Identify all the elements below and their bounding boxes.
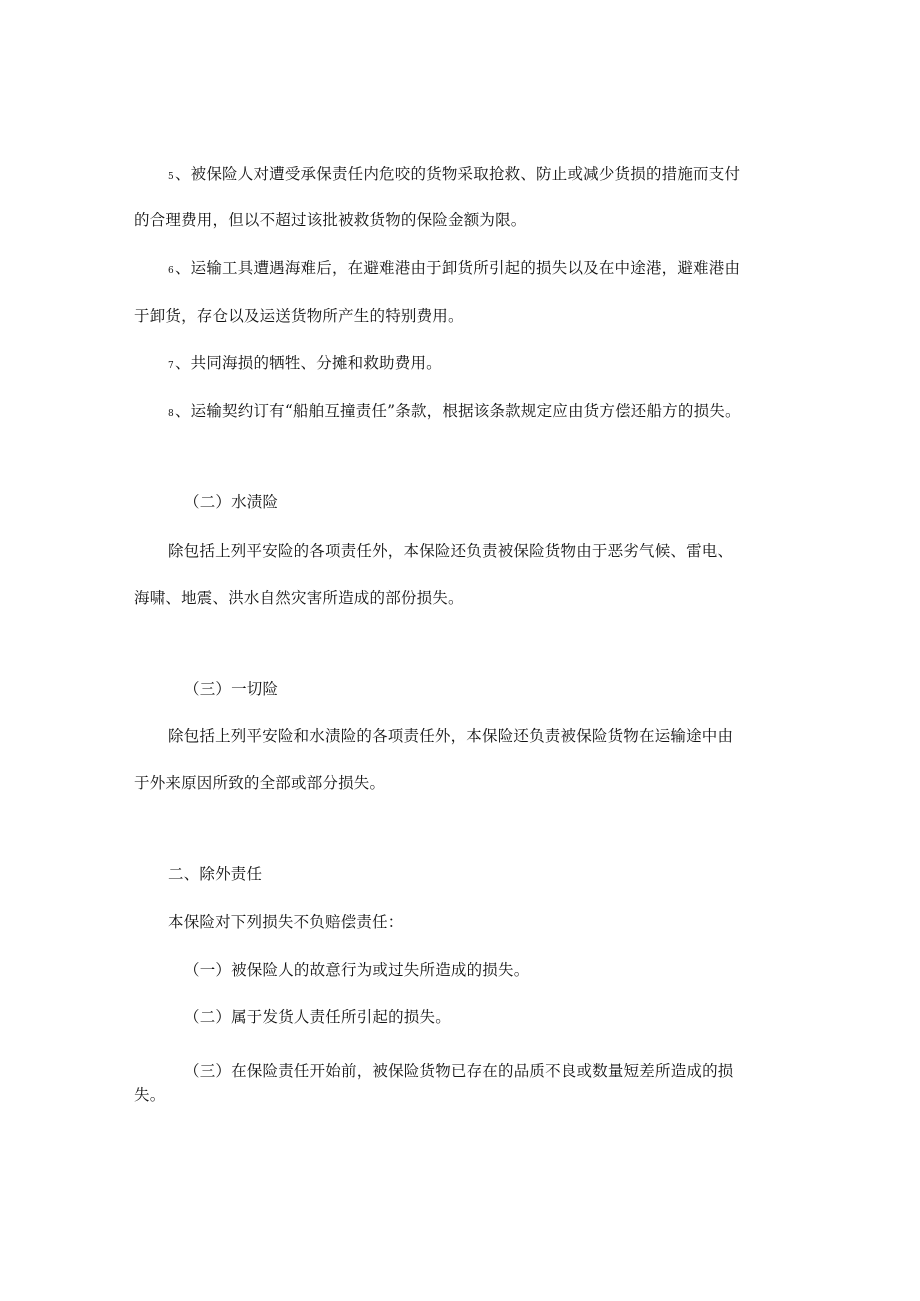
exclusion-clause-3-line-2: 失。 [134,1086,166,1104]
item-6-line-2: 于卸货，存仓以及运送货物所产生的特别费用。 [134,307,464,325]
item-5-line-1 [168,164,740,187]
item-7-number: 7 [168,361,174,371]
exclusion-clause-2: （二）属于发货人责任所引起的损失。 [184,1008,451,1026]
section-water-line-2: 海啸、地震、洪水自然灾害所造成的部份损失。 [134,589,464,607]
section-all-risks-heading: （三）一切险 [184,680,279,698]
item-5-text-1: 、被保险人对遭受承保责任内危咬的货物采取抢救、防止或减少货损的措施而支付 [174,165,741,183]
item-7-line-1 [168,353,442,376]
exclusions-heading: 二、除外责任 [168,865,263,883]
item-7-text-1: 、共同海损的牺牲、分摊和救助费用。 [174,354,442,372]
exclusions-intro: 本保险对下列损失不负赔偿责任： [168,913,404,931]
section-all-risks-line-2: 于外来原因所致的全部或部分损失。 [134,774,386,792]
item-6-number: 6 [168,266,174,276]
item-6-text-1: 、运输工具遭遇海难后，在避难港由于卸货所引起的损失以及在中途港，避难港由 [174,259,741,277]
item-8-number: 8 [168,409,174,419]
exclusion-clause-1: （一）被保险人的故意行为或过失所造成的损失。 [184,961,530,979]
section-water-line-1: 除包括上列平安险的各项责任外，本保险还负责被保险货物由于恶劣气候、雷电、 [168,542,734,560]
exclusion-clause-3-line-1: （三）在保险责任开始前，被保险货物已存在的品质不良或数量短差所造成的损 [184,1062,734,1080]
item-5-line-2: 的合理费用，但以不超过该批被救货物的保险金额为限。 [134,211,527,229]
item-8-text-1: 、运输契约订有“船舶互撞责任”条款，根据该条款规定应由货方偿还船方的损失。 [174,402,741,420]
section-water-heading: （二）水渍险 [184,493,279,511]
section-all-risks-line-1: 除包括上列平安险和水渍险的各项责任外，本保险还负责被保险货物在运输途中由 [168,727,734,745]
item-8-line-1 [168,401,741,424]
item-6-line-1 [168,258,740,281]
item-5-number: 5 [168,172,174,182]
